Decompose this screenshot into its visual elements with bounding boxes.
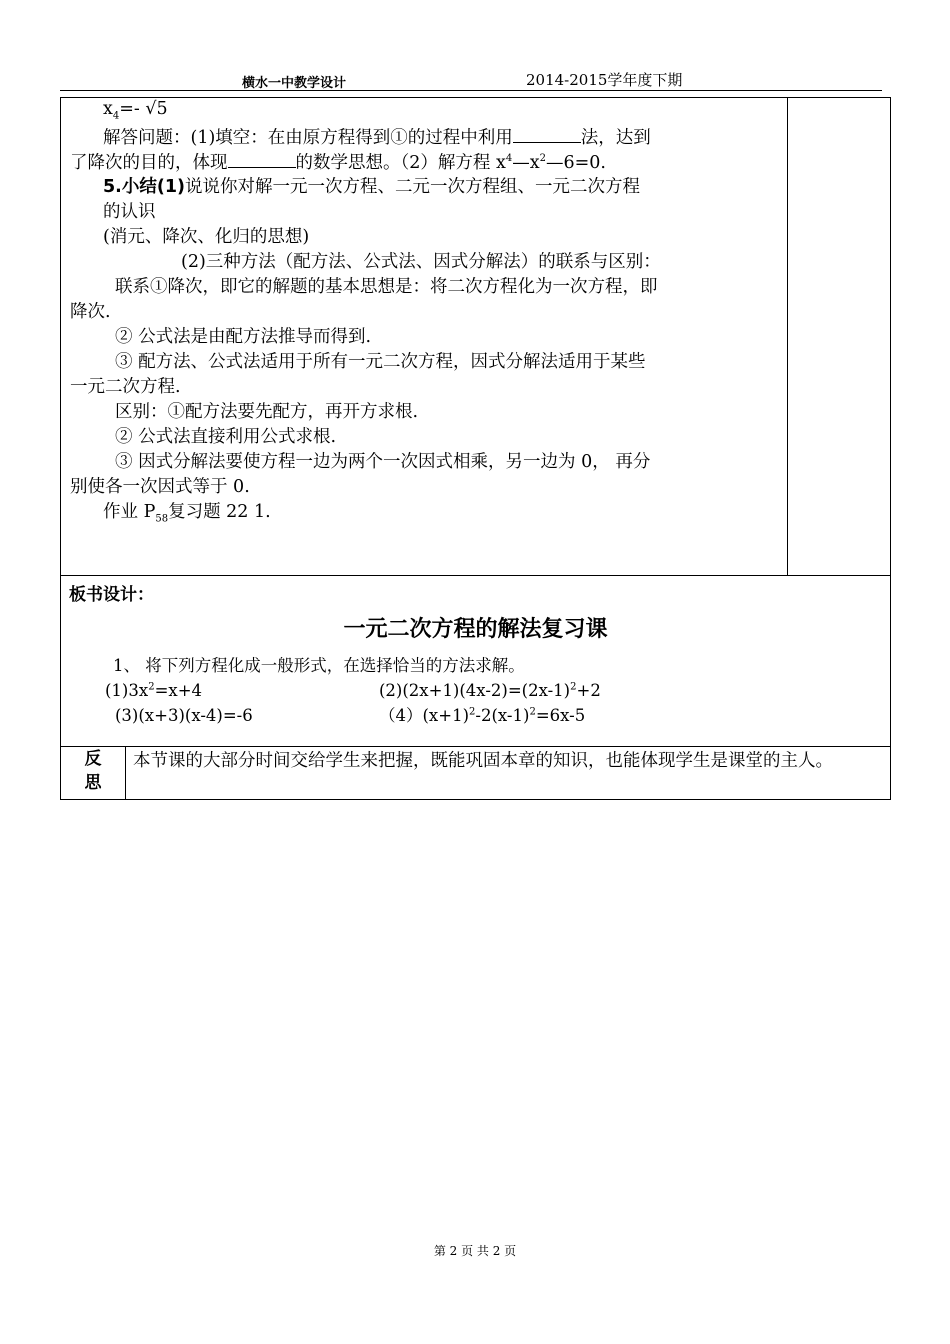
board-design-row: [61, 576, 890, 747]
summary-line-3: (消元、降次、化归的思想): [103, 227, 310, 247]
diff-line-1: 区别：①配方法要先配方，再开方求根.: [115, 402, 419, 422]
diff-line-4: 别使各一次因式等于 0.: [70, 477, 250, 497]
board-title: 一元二次方程的解法复习课: [343, 617, 608, 642]
question-line-1: 解答问题：(1)填空：在由原方程得到①的过程中利用 法，达到: [103, 125, 651, 151]
link-line-5: 一元二次方程.: [70, 377, 181, 397]
page-number: 第 2 页 共 2 页: [433, 1244, 517, 1258]
board-task: 1、 将下列方程化成一般形式，在选择恰当的方法求解。: [113, 656, 525, 675]
diff-line-2: ② 公式法直接利用公式求根.: [115, 427, 337, 447]
equation-2: $(2)(2x+1)(4x-2)=(2x-1)^2+2$: [379, 681, 601, 700]
root-x4: $x_4=-$ √5: [103, 99, 168, 122]
summary-line-4: (2)三种方法（配方法、公式法、因式分解法）的联系与区别：: [181, 252, 661, 272]
link-line-4: ③ 配方法、公式法适用于所有一元二次方程，因式分解法适用于某些: [115, 352, 646, 372]
equation-1: $(1)3x^2=x+4$: [105, 681, 203, 700]
question-line-2: 了降次的目的，体现 的数学思想。（2）解方程 $x^4—x^2—6=0$.: [70, 150, 606, 176]
equation-4: $(4)(x+1)^2-2(x-1)^2=6x-5$: [379, 706, 586, 725]
notes-column: [788, 98, 890, 575]
process-content: [61, 98, 788, 575]
summary-line-2: 的认识: [103, 202, 156, 222]
summary-line-1: 5.小结(1)说说你对解一元一次方程、二元一次方程组、一元二次方程: [103, 177, 640, 197]
page-header: [60, 66, 882, 91]
reflection-content: 本节课的大部分时间交给学生来把握，既能巩固本章的知识，也能体现学生是课堂的主人。: [133, 751, 833, 771]
diff-line-3: ③ 因式分解法要使方程一边为两个一次因式相乘，另一边为 0， 再分: [115, 452, 651, 472]
process-row: [61, 98, 890, 576]
link-line-3: ② 公式法是由配方法推导而得到.: [115, 327, 372, 347]
link-line-1: 联系①降次，即它的解题的基本思想是：将二次方程化为一次方程，即: [115, 277, 658, 297]
lesson-table: [60, 97, 891, 800]
reflection-label: 反 思: [61, 747, 126, 799]
equation-3: (3)(x+3)(x-4)=-6: [115, 706, 253, 725]
reflection-row: [61, 747, 890, 799]
blank-method: [513, 125, 581, 143]
header-term: 2014-2015学年度下期: [526, 71, 683, 89]
blank-idea: [228, 150, 296, 168]
homework-line: 作业 $P_{58}$复习题 22 1.: [103, 502, 271, 525]
board-label: 板书设计：: [69, 585, 154, 605]
link-line-2: 降次.: [70, 302, 111, 322]
header-school: 横水一中教学设计: [242, 76, 347, 91]
